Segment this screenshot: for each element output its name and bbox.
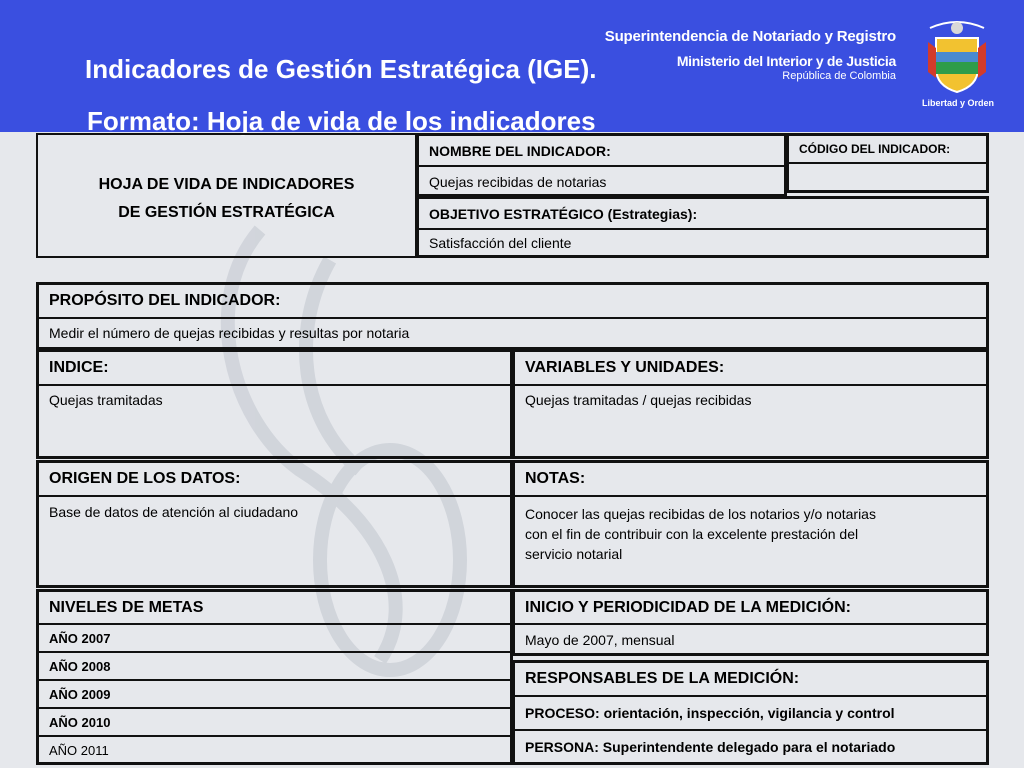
org-name: Superintendencia de Notariado y Registro: [604, 28, 896, 45]
origen-box: [36, 460, 513, 588]
origen-value: Base de datos de atención al ciudadano: [38, 496, 511, 586]
variables-box: [512, 349, 989, 459]
metas-label: NIVELES DE METAS: [38, 591, 511, 624]
page-subtitle: Formato: Hoja de vida de los indicadores: [87, 106, 596, 136]
codigo-indicador-box: [786, 133, 989, 193]
responsables-proceso: PROCESO: orientación, inspección, vigilancia y control: [514, 696, 987, 730]
proposito-value: Medir el número de quejas recibidas y resultas por notaria: [38, 318, 987, 348]
objetivo-estrategico-box: [416, 196, 989, 258]
notas-label: NOTAS:: [514, 462, 987, 496]
header-banner: [0, 0, 1024, 136]
codigo-indicador-label: CÓDIGO DEL INDICADOR:: [788, 135, 987, 163]
indice-value: Quejas tramitadas: [38, 385, 511, 457]
meta-year-row: AÑO 2007: [38, 624, 511, 652]
codigo-indicador-value: [788, 163, 987, 191]
indice-label: INDICE:: [38, 351, 511, 385]
main-title-line1: HOJA DE VIDA DE INDICADORES: [98, 176, 355, 193]
main-title-box: [36, 133, 417, 258]
notas-line: con el fin de contribuir con la excelente prestación del: [525, 526, 859, 542]
organization-logo-text: [605, 28, 896, 82]
proposito-box: [36, 282, 989, 350]
country-name: República de Colombia: [782, 70, 896, 82]
notas-value: [514, 496, 987, 586]
objetivo-estrategico-value: Satisfacción del cliente: [418, 229, 987, 256]
indice-box: [36, 349, 513, 459]
responsables-label: RESPONSABLES DE LA MEDICIÓN:: [514, 662, 987, 696]
meta-year-row: AÑO 2008: [38, 652, 511, 680]
responsables-persona: PERSONA: Superintendente delegado para el notariado: [514, 730, 987, 763]
page-title: Indicadores de Gestión Estratégica (IGE).: [85, 54, 597, 84]
inicio-label: INICIO Y PERIODICIDAD DE LA MEDICIÓN:: [514, 591, 987, 624]
nombre-indicador-label: NOMBRE DEL INDICADOR:: [418, 135, 785, 166]
inicio-box: [512, 589, 989, 656]
nombre-indicador-value: Quejas recibidas de notarias: [418, 166, 785, 195]
metas-box: [36, 589, 513, 765]
inicio-value: Mayo de 2007, mensual: [514, 624, 987, 654]
responsables-box: [512, 660, 989, 765]
origen-label: ORIGEN DE LOS DATOS:: [38, 462, 511, 496]
nombre-indicador-box: [416, 133, 787, 197]
meta-year-row: AÑO 2011: [38, 736, 511, 763]
notas-line: servicio notarial: [525, 546, 623, 562]
variables-value: Quejas tramitadas / quejas recibidas: [514, 385, 987, 457]
notas-line: Conocer las quejas recibidas de los notarios y/o notarias: [525, 506, 876, 522]
motto: Libertad y Orden: [922, 98, 995, 108]
main-title-line2: DE GESTIÓN ESTRATÉGICA: [118, 204, 335, 221]
objetivo-estrategico-label: OBJETIVO ESTRATÉGICO (Estrategias):: [418, 198, 987, 229]
proposito-label: PROPÓSITO DEL INDICADOR:: [38, 284, 987, 318]
meta-year-row: AÑO 2009: [38, 680, 511, 708]
meta-year-row: AÑO 2010: [38, 708, 511, 736]
ministry-name: Ministerio del Interior y de Justicia: [676, 53, 896, 69]
notas-box: [512, 460, 989, 588]
variables-label: VARIABLES Y UNIDADES:: [514, 351, 987, 385]
colombia-coat-of-arms-icon: [922, 18, 995, 114]
